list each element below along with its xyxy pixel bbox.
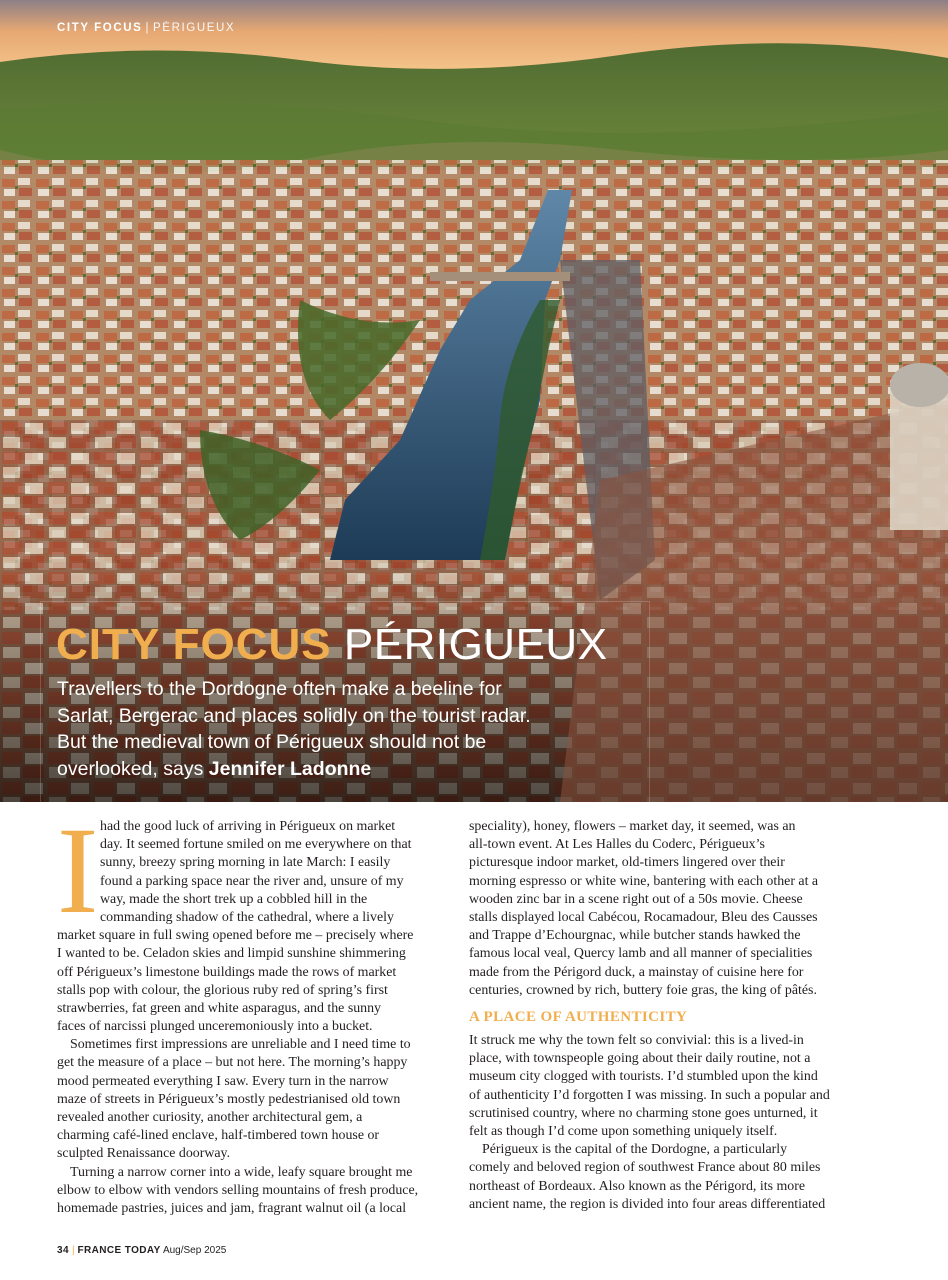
text-line: ancient name, the region is divided into four areas differentiated xyxy=(469,1196,826,1212)
text-line: museum city clogged with tourists. I’d stumbled upon the kind xyxy=(469,1069,818,1085)
text-line: speciality), honey, flowers – market day, it seemed, was an xyxy=(469,819,796,834)
text-line: Périgueux is the capital of the Dordogne, a particularly xyxy=(482,1142,788,1158)
section-kicker xyxy=(57,22,235,34)
text-line: off Périgueux’s limestone buildings made the rows of market xyxy=(57,964,397,980)
text-line: place, with townspeople going about their daily routine, not a xyxy=(469,1051,811,1067)
article-column-1 xyxy=(57,802,452,1218)
section-subhead: A PLACE OF AUTHENTICITY xyxy=(469,1008,688,1025)
text-line: strawberries, fat green and white asparagus, and the sunny xyxy=(57,1000,382,1016)
text-line: elbow to elbow with vendors selling mountains of fresh produce, xyxy=(57,1182,419,1198)
standfirst-line: Travellers to the Dordogne often make a beeline for xyxy=(57,678,502,700)
text-line: get the measure of a place – but not here. The morning’s happy xyxy=(57,1055,408,1071)
standfirst-prefix: overlooked, says xyxy=(57,757,209,780)
text-line: morning espresso or white wine, bantering with each other at a xyxy=(469,873,819,889)
text-line: homemade pastries, juices and jam, fragrant walnut oil (a local xyxy=(57,1200,407,1216)
text-line: of authenticity I’d forgotten I was missing. In such a popular and xyxy=(469,1087,830,1103)
text-line: commanding shadow of the cathedral, where a lively xyxy=(100,909,394,925)
text-line: northeast of Bordeaux. Also known as the Périgord, its more xyxy=(469,1178,806,1194)
text-line: I wanted to be. Celadon skies and limpid sunshine shimmering xyxy=(57,946,406,962)
text-line: Turning a narrow corner into a wide, leafy square brought me xyxy=(70,1164,413,1180)
standfirst-line: But the medieval town of Périgueux should not be xyxy=(57,731,487,753)
standfirst-line: Sarlat, Bergerac and places solidly on the tourist radar. xyxy=(57,704,531,727)
magazine-name: FRANCE TODAY xyxy=(77,1245,161,1256)
text-line: mood permeated everything I saw. Every turn in the narrow xyxy=(57,1073,389,1089)
kicker-separator: | xyxy=(145,22,151,34)
page-folio xyxy=(57,1245,226,1256)
author-name: Jennifer Ladonne xyxy=(208,757,372,780)
folio-separator: | xyxy=(71,1245,75,1256)
text-line: charming café-lined enclave, half-timbered town house or xyxy=(57,1128,380,1144)
text-line: market square in full swing opened before me – precisely where xyxy=(57,928,414,944)
text-line: felt as though I’d come upon something uniquely itself. xyxy=(469,1124,778,1139)
text-line: It struck me why the town felt so convivial: this is a lived-in xyxy=(469,1033,804,1049)
text-line: stalls pop with colour, the glorious ruby red of spring’s first xyxy=(57,982,388,998)
kicker-place: PÉRIGUEUX xyxy=(153,22,236,34)
text-line: day. It seemed fortune smiled on me everywhere on that xyxy=(100,837,412,853)
drop-cap: I xyxy=(57,802,99,939)
text-line: Sometimes first impressions are unreliable and I need time to xyxy=(70,1037,411,1053)
text-line: all-town event. At Les Halles du Coderc, Périgueux’s xyxy=(469,837,765,853)
title-accent: CITY FOCUS xyxy=(56,620,332,669)
text-line: stalls displayed local Cabécou, Rocamadour, Bleu des Causses xyxy=(469,909,818,925)
text-line: famous local veal, Quercy lamb and all manner of specialities xyxy=(469,946,813,962)
standfirst-line xyxy=(57,756,617,783)
text-line: sunny, breezy spring morning in late March: I easily xyxy=(100,855,391,871)
text-line: comely and beloved region of southwest France about 80 miles xyxy=(469,1160,821,1176)
text-line: made from the Périgord duck, a mainstay of cuisine here for xyxy=(469,964,804,980)
text-line: way, made the short trek up a cobbled hill in the xyxy=(100,891,368,907)
text-line: had the good luck of arriving in Périgueux on market xyxy=(100,819,396,834)
text-line: centuries, crowned by rich, buttery foie gras, the king of pâtés. xyxy=(469,982,817,998)
text-line: sculpted Renaissance doorway. xyxy=(57,1146,231,1162)
standfirst xyxy=(57,676,617,782)
title-place: PÉRIGUEUX xyxy=(343,620,608,669)
text-line: found a parking space near the river and, unsure of my xyxy=(100,873,404,889)
page-title xyxy=(56,612,608,678)
kicker-section: CITY FOCUS xyxy=(57,22,143,34)
text-line: maze of streets in Périgueux’s mostly pedestrianised old town xyxy=(57,1091,401,1107)
text-line: wooden zinc bar in a scene right out of a 50s movie. Cheese xyxy=(469,891,803,907)
issue-date: Aug/Sep 2025 xyxy=(162,1245,227,1256)
article-column-2 xyxy=(469,818,864,1214)
text-line: faces of narcissi plunged unceremoniously into a bucket. xyxy=(57,1019,373,1035)
page-number: 34 xyxy=(57,1245,69,1256)
text-line: picturesque indoor market, old-timers lingered over their xyxy=(469,855,785,871)
text-line: and Trappe d’Echourgnac, while butcher stands hawked the xyxy=(469,928,801,944)
text-line: revealed another curiosity, another architectural gem, a xyxy=(57,1110,363,1125)
text-line: scrutinised country, where no charming stone goes unturned, it xyxy=(469,1105,818,1121)
